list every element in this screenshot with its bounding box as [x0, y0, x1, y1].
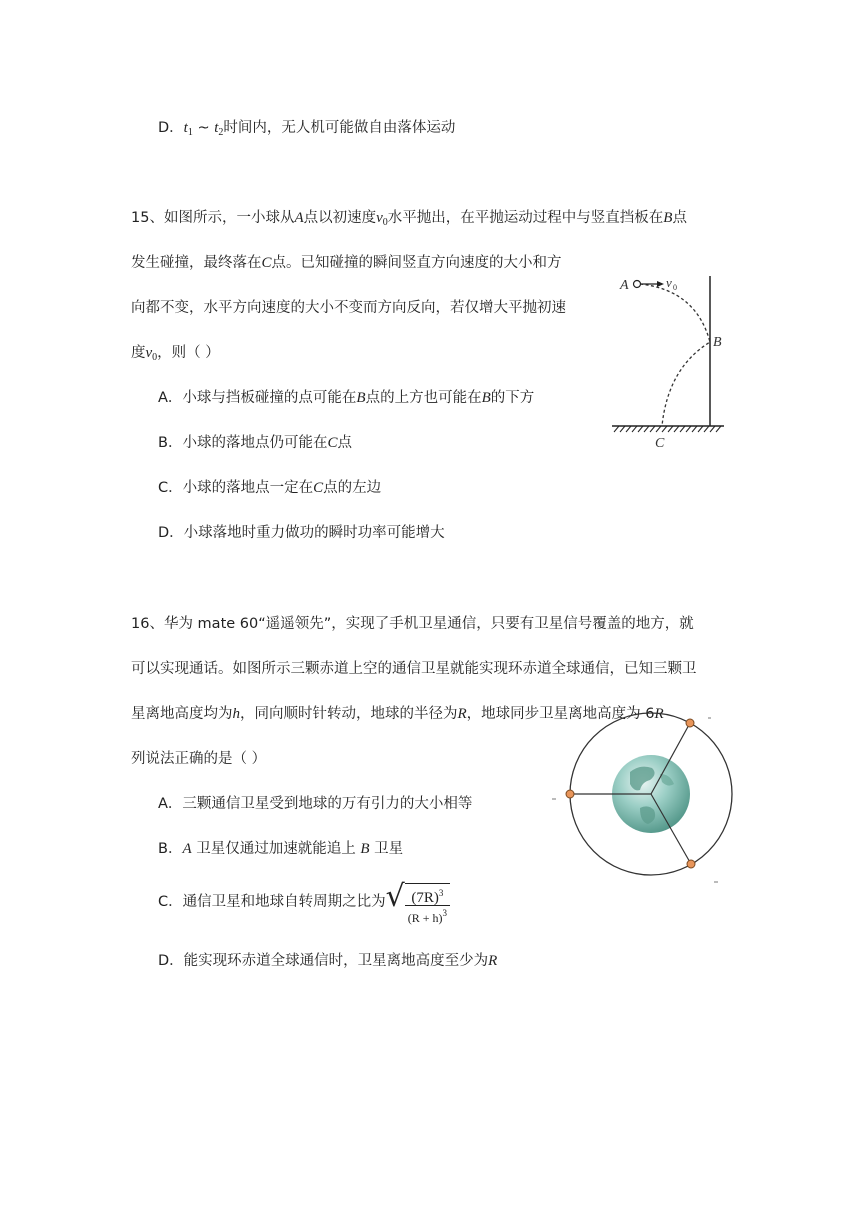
q16-satellite-figure	[548, 712, 748, 888]
arrow-head-icon	[657, 281, 664, 287]
label-v: v	[666, 275, 672, 290]
q16-stem-line-4: 列说法正确的是（ ）	[131, 751, 267, 767]
label-c: C	[655, 436, 665, 451]
q15-stem-line-2: 发生碰撞，最终落在C点。已知碰撞的瞬间竖直方向速度的大小和方	[131, 255, 562, 271]
q15-option-d: D．小球落地时重力做功的瞬时功率可能增大	[158, 525, 445, 541]
trajectory-path	[640, 284, 710, 426]
satellite-a	[686, 719, 694, 727]
q16-stem-line-3: 星离地高度均为h，同向顺时针转动，地球的半径为R，地球同步卫星离地高度为 6R	[131, 706, 664, 722]
label-v-sub: 0	[673, 283, 677, 292]
label-a: A	[620, 278, 629, 293]
q16-stem-line-1: 16、华为 mate 60“遥遥领先”，实现了手机卫星通信，只要有卫星信号覆盖的地方，就	[131, 616, 694, 632]
period-ratio-fraction: $\frac{(7R)^3}{(R + h)^3}$	[405, 886, 450, 925]
option-label: D．	[158, 120, 184, 136]
label-b: B	[713, 335, 722, 350]
q15-option-a: A．小球与挡板碰撞的点可能在B点的上方也可能在B的下方	[158, 390, 535, 406]
ground-hatching	[614, 426, 721, 432]
q15-option-c: C．小球的落地点一定在C点的左边	[158, 480, 382, 496]
q16-option-a: A．三颗通信卫星受到地球的万有引力的大小相等	[158, 796, 473, 812]
q15-stem-line-1: 15、如图所示，一小球从A点以初速度$v_0$水平抛出，在平抛运动过程中与竖直挡板在B点	[131, 210, 687, 228]
sqrt-expression: √ $\frac{(7R)^3}{(R + h)^3}$	[386, 879, 450, 925]
q14-option-d: D．$t_1$ ~ $t_2$时间内，无人机可能做自由落体运动	[158, 120, 456, 138]
q15-stem-line-4: 度$v_0$，则（ ）	[131, 345, 220, 363]
satellite-b	[566, 790, 574, 798]
q16-option-b: B．A 卫星仅通过加速就能追上 B 卫星	[158, 841, 404, 857]
q15-option-b: B．小球的落地点仍可能在C点	[158, 435, 352, 451]
q15-projectile-figure	[600, 268, 730, 454]
q15-stem-line-3: 向都不变，水平方向速度的大小不变而方向反向，若仅增大平抛初速	[131, 300, 566, 316]
q16-stem-line-2: 可以实现通话。如图所示三颗赤道上空的通信卫星就能实现环赤道全球通信，已知三颗卫	[131, 661, 697, 677]
q16-option-c: C．通信卫星和地球自转周期之比为 √ $\frac{(7R)^3}{(R + h)^3}$	[158, 880, 450, 924]
ball	[634, 281, 641, 288]
q16-option-d: D．能实现环赤道全球通信时，卫星离地高度至少为R	[158, 953, 498, 969]
satellite-c	[687, 860, 695, 868]
